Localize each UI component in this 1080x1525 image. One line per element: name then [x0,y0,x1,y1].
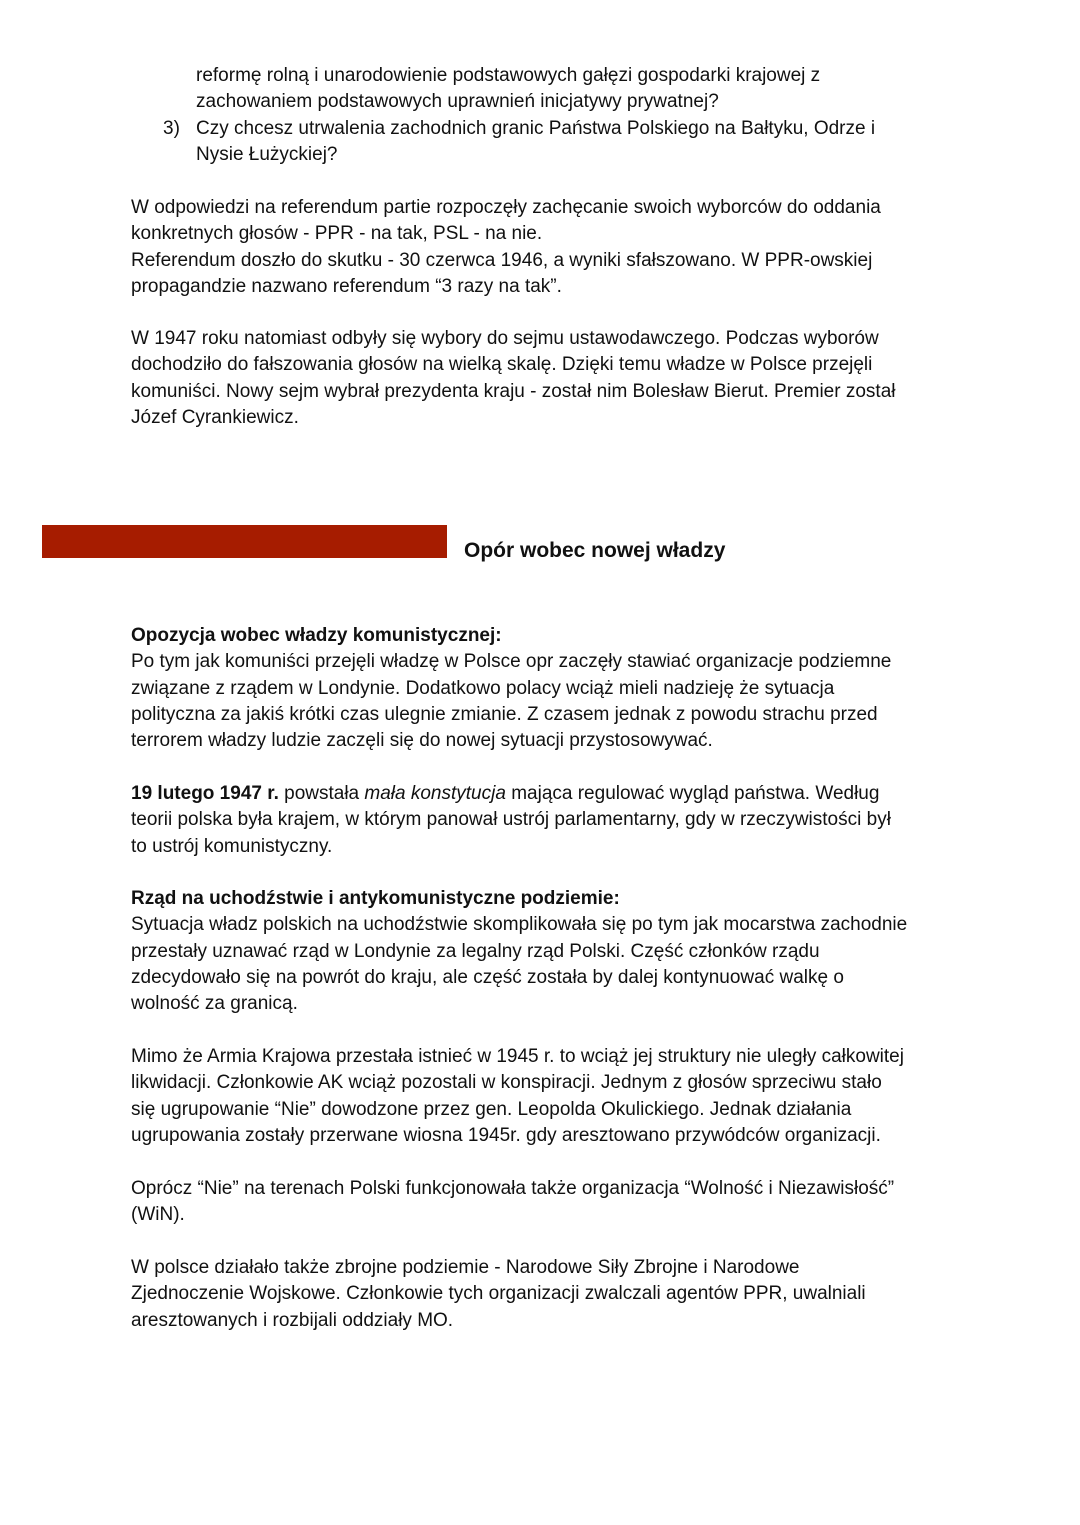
text-line: wolność za granicą. [131,993,298,1015]
text-line: się ugrupowanie “Nie” dowodzone przez gen. Leopolda Okulickiego. Jednak działania [131,1098,852,1120]
text-line: aresztowanych i rozbijali oddziały MO. [131,1309,454,1331]
text-line: komuniści. Nowy sejm wybrał prezydenta kraju - został nim Bolesław Bierut. Premier został [131,380,896,402]
section-title: Opór wobec nowej władzy [464,539,726,562]
text-line: terrorem władzy ludzie zaczęli się do nowej sytuacji przystosowywać. [131,730,713,752]
text-line: przestały uznawać rząd w Londynie za legalny rząd Polski. Część członków rządu [131,940,820,962]
text-line: teorii polska była krajem, w którym panował ustrój parlamentarny, gdy w rzeczywistości był [131,809,891,831]
text-line: związane z rządem w Londynie. Dodatkowo polacy wciąż mieli nadzieję że sytuacja [131,677,835,699]
text-line: Referendum doszło do skutku - 30 czerwca 1946, a wyniki sfałszowano. W PPR-owskiej [131,249,873,271]
text-line: Mimo że Armia Krajowa przestała istnieć w 1945 r. to wciąż jej struktury nie uległy całkowitej [131,1046,904,1067]
text-line: W 1947 roku natomiast odbyły się wybory do sejmu ustawodawczego. Podczas wyborów [131,328,879,349]
section-accent-bar [42,525,447,558]
list-item-2-line: zachowaniem podstawowych uprawnień inicjatywy prywatnej? [196,91,719,113]
text: mająca regulować wygląd państwa. Według [505,783,880,804]
paragraph-win [131,1176,894,1229]
text-line: W odpowiedzi na referendum partie rozpoczęły zachęcanie swoich wyborców do oddania [131,197,881,218]
text-line: Po tym jak komuniści przejęli władzę w Polsce opr zaczęły stawiać organizacje podziemne [131,651,892,673]
text-line: Zjednoczenie Wojskowe. Członkowie tych organizacji zwalczali agentów PPR, uwalniali [131,1283,866,1305]
paragraph-referendum [131,195,881,300]
text-line: propagandzie nazwano referendum “3 razy na tak”. [131,275,562,297]
text-line: Józef Cyrankiewicz. [131,406,299,428]
text-line: W polsce działało także zbrojne podziemie - Narodowe Siły Zbrojne i Narodowe [131,1257,800,1278]
text-line: ugrupowania zostały przerwane wiosna 1945r. gdy aresztowano przywódców organizacji. [131,1124,881,1146]
text-line: (WiN). [131,1204,185,1226]
date-text: 19 lutego 1947 r. [131,783,279,804]
text-line: Sytuacja władz polskich na uchodźstwie skomplikowała się po tym jak mocarstwa zachodnie [131,914,908,936]
list-item-3-line: Nysie Łużyckiej? [196,143,338,165]
paragraph-exile-government [131,886,907,1017]
list-item-3-line: Czy chcesz utrwalenia zachodnich granic Państwa Polskiego na Bałtyku, Odrze i [196,117,876,139]
text-line: zdecydowało się na powrót do kraju, ale część została by dalej kontynuować walkę o [131,966,844,988]
text: powstała [278,783,365,804]
paragraph-elections-1947 [131,326,895,431]
paragraph-armed-underground [131,1255,866,1334]
list-item-2-line: reformę rolną i unarodowienie podstawowych gałęzi gospodarki krajowej z [196,65,821,86]
text-line: dochodziło do fałszowania głosów na wielką skalę. Dzięki temu władze w Polsce przejęli [131,354,873,376]
list-number: 3) [163,117,180,139]
text-line: polityczna za jakiś krótki czas ulegnie zmianie. Z czasem jednak z powodu strachu przed [131,703,878,725]
paragraph-home-army [131,1044,904,1149]
text-line: konkretnych głosów - PPR - na tak, PSL - na nie. [131,223,543,245]
subheading: Rząd na uchodźstwie i antykomunistyczne podziemie: [131,888,620,909]
term-text: mała konstytucja [364,783,506,804]
paragraph-small-constitution [131,781,891,860]
text-line: to ustrój komunistyczny. [131,835,333,857]
subheading: Opozycja wobec władzy komunistycznej: [131,625,502,646]
referendum-questions-list [163,63,875,168]
paragraph-opposition [131,623,891,754]
text-line: Oprócz “Nie” na terenach Polski funkcjonowała także organizacja “Wolność i Niezawisłość” [131,1178,895,1199]
text-line: likwidacji. Członkowie AK wciąż pozostali w konspiracji. Jednym z głosów sprzeciwu stało [131,1072,882,1094]
